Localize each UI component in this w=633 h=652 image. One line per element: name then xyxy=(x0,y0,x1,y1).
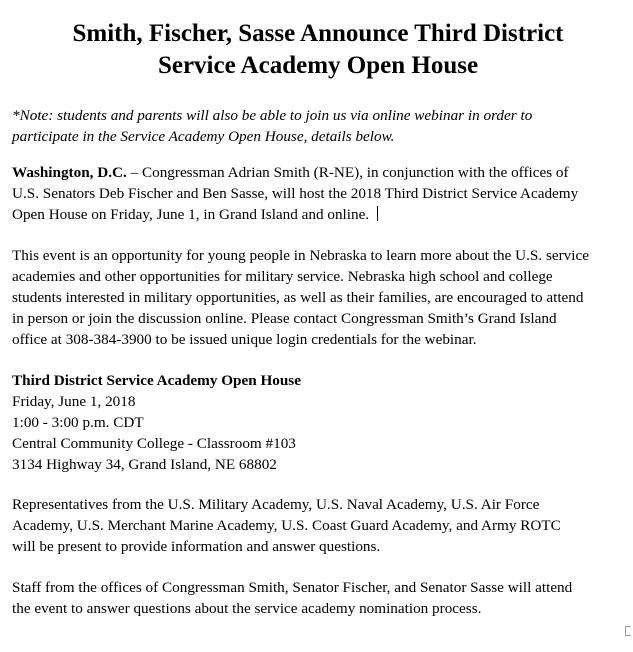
paragraph-mark-icon xyxy=(625,626,631,636)
staff-line: Staff from the offices of Congressman Smith, Senator Fischer, and Senator Sasse will attend xyxy=(12,579,573,596)
representatives-paragraph xyxy=(12,494,624,557)
description-line: office at 308-384-3900 to be issued unique login credentials for the webinar. xyxy=(12,331,477,348)
title-line-1: Smith, Fischer, Sasse Announce Third District xyxy=(72,20,564,47)
note-line-1: *Note: students and parents will also be able to join us via online webinar in order to xyxy=(12,107,533,124)
text-cursor xyxy=(377,206,378,221)
staff-line: the event to answer questions about the service academy nomination process. xyxy=(12,600,482,617)
description-line: This event is an opportunity for young people in Nebraska to learn more about the U.S. service xyxy=(12,247,589,264)
description-line: students interested in military opportunities, as well as their families, are encouraged to attend xyxy=(12,289,584,306)
title-line-2: Service Academy Open House xyxy=(157,52,479,79)
event-date: Friday, June 1, 2018 xyxy=(12,393,136,410)
event-details xyxy=(12,370,624,475)
event-heading: Third District Service Academy Open House xyxy=(12,372,301,389)
staff-paragraph xyxy=(12,577,624,619)
announcement-line-3: Open House on Friday, June 1, in Grand Island and online. xyxy=(12,206,370,223)
event-time: 1:00 - 3:00 p.m. CDT xyxy=(12,414,144,431)
page-title xyxy=(12,18,624,82)
dateline: Washington, D.C. xyxy=(12,164,127,181)
representatives-line: Academy, U.S. Merchant Marine Academy, U.S. Coast Guard Academy, and Army ROTC xyxy=(12,517,561,534)
webinar-note xyxy=(12,105,624,147)
description-line: in person or join the discussion online. Please contact Congressman Smith’s Grand Island xyxy=(12,310,557,327)
event-description-paragraph xyxy=(12,245,624,350)
representatives-line: Representatives from the U.S. Military Academy, U.S. Naval Academy, U.S. Air Force xyxy=(12,496,540,513)
description-line: academies and other opportunities for military service. Nebraska high school and college xyxy=(12,268,553,285)
announcement-line-1: – Congressman Adrian Smith (R-NE), in conjunction with the offices of xyxy=(126,164,569,181)
representatives-line: will be present to provide information and answer questions. xyxy=(12,538,381,555)
announcement-line-2: U.S. Senators Deb Fischer and Ben Sasse, will host the 2018 Third District Service Academy xyxy=(12,185,579,202)
document xyxy=(12,0,624,619)
announcement-paragraph xyxy=(12,162,624,225)
note-line-2: participate in the Service Academy Open House, details below. xyxy=(12,128,395,145)
event-address: 3134 Highway 34, Grand Island, NE 68802 xyxy=(12,456,277,473)
event-venue: Central Community College - Classroom #103 xyxy=(12,435,296,452)
